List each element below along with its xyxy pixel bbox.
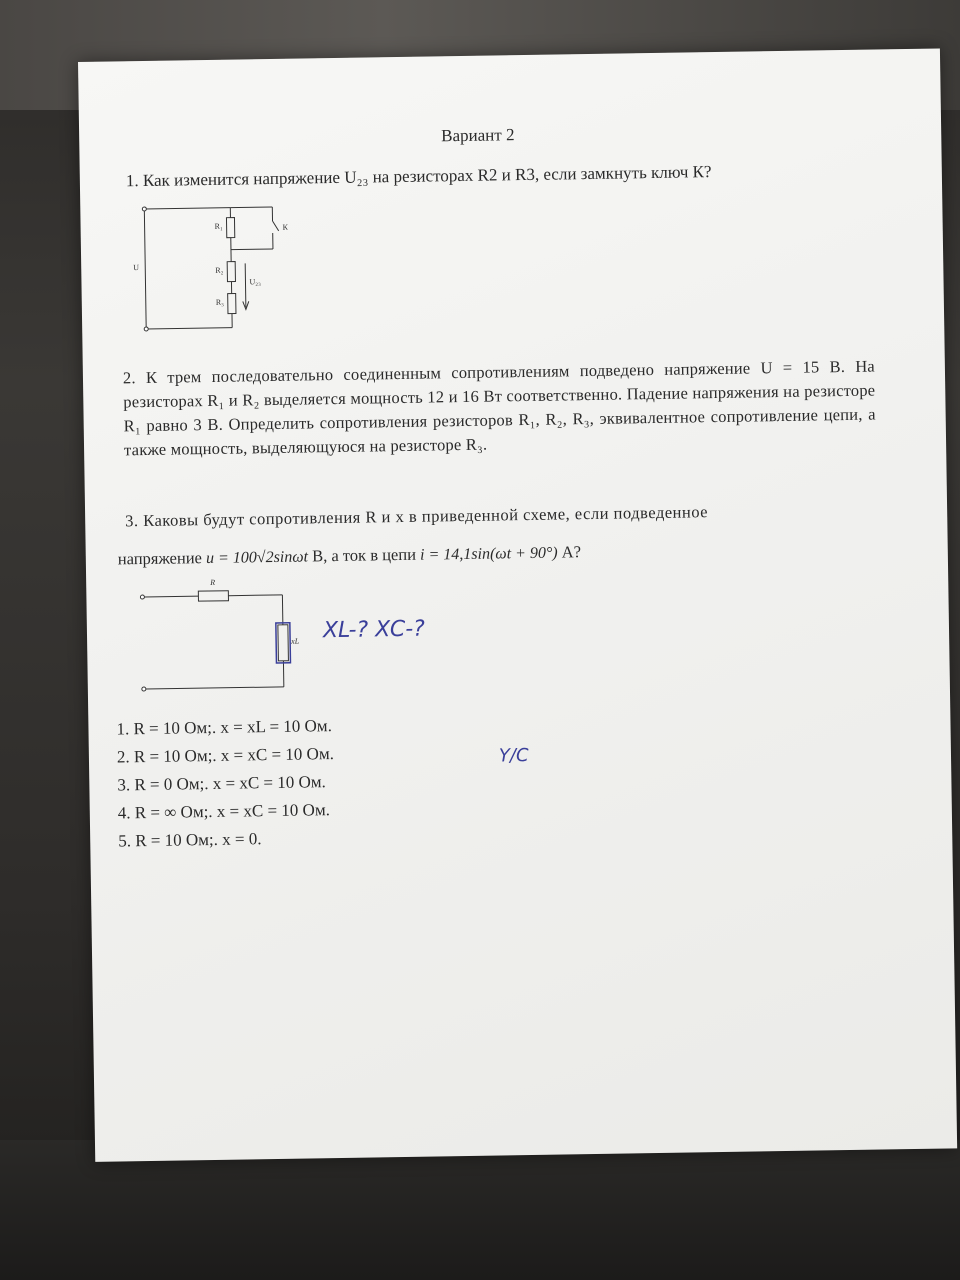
- label-key: К: [282, 222, 289, 232]
- q3-suffix: А?: [561, 542, 582, 562]
- circuit1-left-wire: [144, 209, 146, 329]
- question-3-text: 3. Каковы будут сопротивления R и x в приведенной схеме, если подведенное: [125, 502, 709, 531]
- question-3-line2: [118, 542, 581, 569]
- circuit-diagram-2: [136, 578, 328, 701]
- handwritten-note: XL-? XC-?: [322, 616, 426, 644]
- circuit-diagram-1: [130, 198, 332, 341]
- circuit1-bottom-wire: [146, 328, 232, 329]
- handwritten-mark: Y/C: [498, 745, 529, 767]
- label-r3: R₃: [215, 297, 224, 307]
- answer-option-4: 4. R = ∞ Ом;. x = xC = 10 Ом.: [117, 800, 331, 823]
- label-xl: xL: [291, 636, 300, 646]
- resistor-r2: [227, 262, 235, 282]
- answer-option-5: 5. R = 10 Ом;. x = 0.: [118, 829, 262, 851]
- label-r1: R₁: [214, 221, 223, 231]
- answer-option-1: 1. R = 10 Ом;. x = xL = 10 Ом.: [116, 716, 333, 739]
- circuit1-top-wire: [144, 208, 230, 209]
- answer-option-3: 3. R = 0 Ом;. x = xC = 10 Ом.: [117, 772, 326, 795]
- q3-prefix: напряжение: [117, 548, 203, 569]
- resistor-r1: [226, 218, 234, 238]
- label-r2: R₂: [215, 265, 224, 275]
- resistor-r3: [228, 294, 236, 314]
- label-voltage-u: U: [133, 263, 140, 273]
- formula-voltage: u = 100√2sinωt: [205, 548, 309, 568]
- label-u23: U₂₃: [249, 277, 261, 287]
- page-title: Вариант 2: [441, 125, 515, 146]
- label-r: R: [210, 577, 216, 587]
- formula-current: i = 14,1sin(ωt + 90°): [419, 544, 558, 564]
- answer-option-2: 2. R = 10 Ом;. x = xC = 10 Ом.: [116, 744, 335, 767]
- switch-k: [273, 221, 279, 231]
- exam-sheet: [78, 48, 957, 1161]
- question-2-text: 2. К трем последовательно соединенным сопротивлениям подведено напряжение U = 15 В. На резисторах R₁ и R₂ выделяется мощность 12 и 16 Вт соответственно. Падение напряжения на резисторе R₁ равно 3 В. Определить сопротивления резисторов R₁, R₂, R₃, эквивалентное сопротивление цепи, а также мощность, выделяющуюся на резисторе R₃.: [122, 356, 876, 460]
- q3-mid: В, а ток в цепи: [311, 544, 417, 566]
- question-1-text: 1. Как изменится напряжение U₂₃ на резисторах R2 и R3, если замкнуть ключ К?: [125, 162, 712, 191]
- resistor-r: [198, 591, 228, 601]
- inductor-xl: [278, 625, 289, 661]
